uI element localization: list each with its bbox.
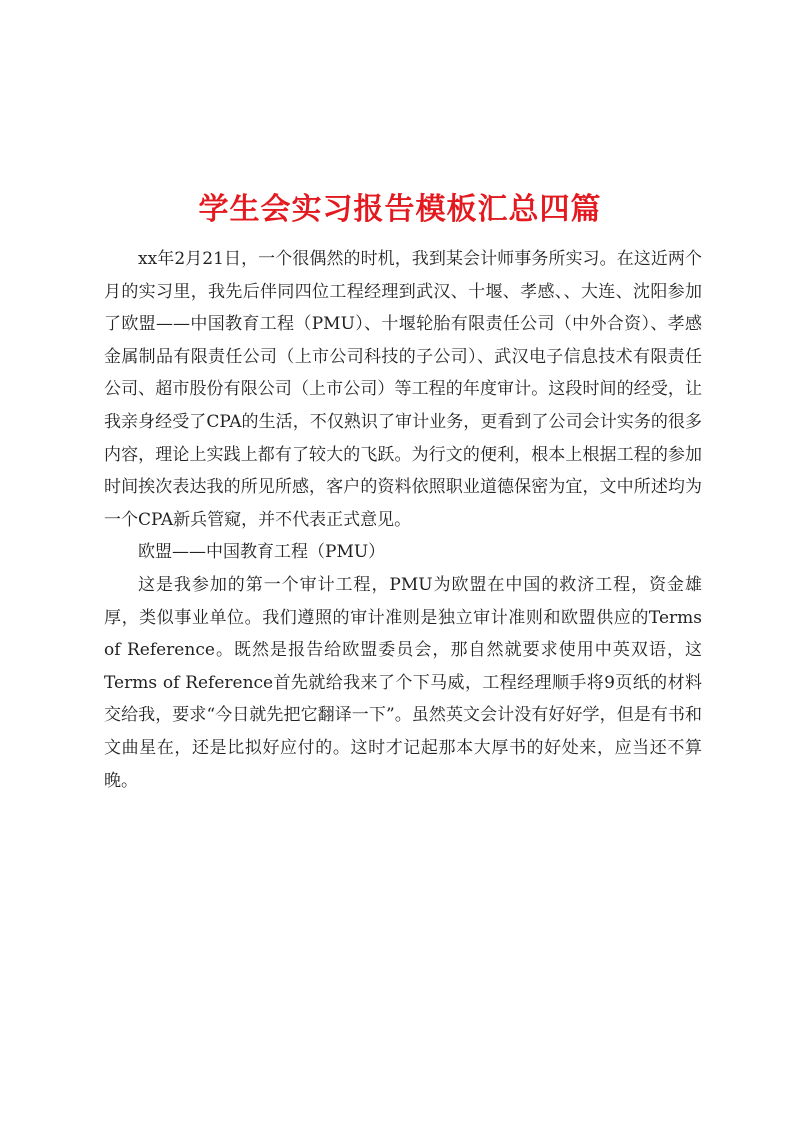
- document-title: 学生会实习报告模板汇总四篇: [198, 192, 602, 228]
- paragraph-pmu-audit: 这是我参加的第一个审计工程，PMU为欧盟在中国的救济工程，资金雄厚，类似事业单位。我们遵照的审计准则是独立审计准则和欧盟供应的Terms of Reference。既然是报告给欧盟委员会，那自然就要求使用中英双语，这Terms of Reference首先就给我来了个下马威，工程经理顺手将9页纸的材料交给我，要求“今日就先把它翻译一下”。虽然英文会计没有好好学，但是有书和文曲星在，还是比拟好应付的。这时才记起那本大厚书的好处来，应当还不算晚。: [104, 574, 702, 791]
- paragraph-intro: xx年2月21日，一个很偶然的时机，我到某会计师事务所实习。在这近两个月的实习里，我先后伴同四位工程经理到武汉、十堰、孝感、、大连、沈阳参加了欧盟——中国教育工程（PMU）、十堰轮胎有限责任公司（中外合资）、孝感金属制品有限责任公司（上市公司科技的子公司）、武汉电子信息技术有限责任公司、超市股份有限公司（上市公司）等工程的年度审计。这段时间的经受，让我亲身经受了CPA的生活，不仅熟识了审计业务，更看到了公司会计实务的很多内容，理论上实践上都有了较大的飞跃。为行文的便利，根本上根据工程的参加时间挨次表达我的所见所感，客户的资料依照职业道德保密为宜，文中所述均为一个CPA新兵管窥，并不代表正式意见。: [104, 249, 702, 530]
- paragraph-section-heading: 欧盟——中国教育工程（PMU）: [138, 542, 386, 563]
- document-body: [104, 243, 702, 797]
